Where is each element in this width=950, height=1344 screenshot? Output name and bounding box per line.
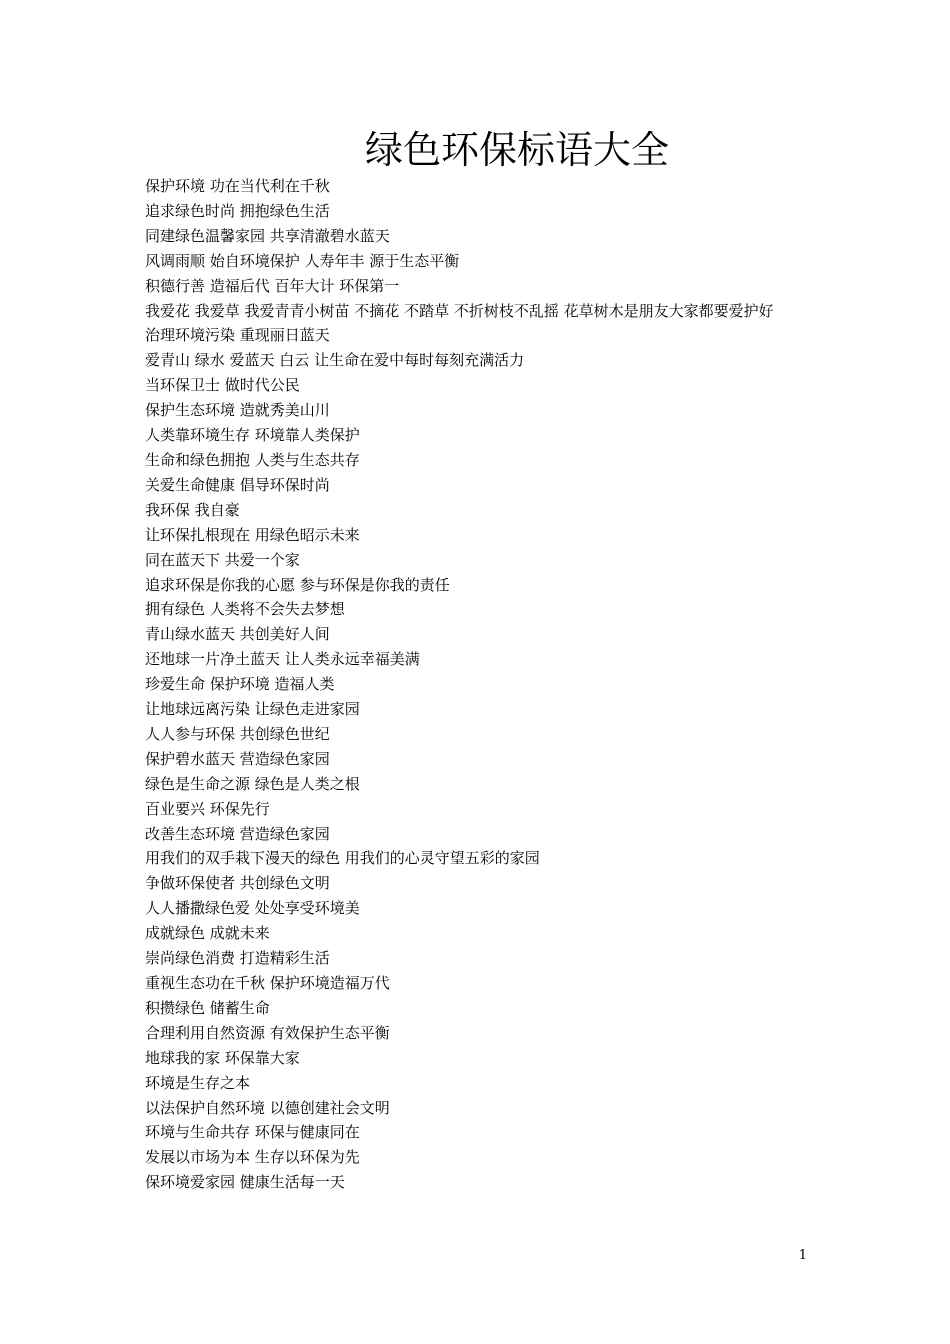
slogan-line: 追求环保是你我的心愿 参与环保是你我的责任 bbox=[145, 575, 450, 594]
page-title: 绿色环保标语大全 bbox=[364, 128, 669, 172]
slogan-line: 环境与生命共存 环保与健康同在 bbox=[145, 1123, 360, 1142]
slogan-line: 风调雨顺 始自环境保护 人寿年丰 源于生态平衡 bbox=[145, 251, 460, 270]
slogan-line: 保护碧水蓝天 营造绿色家园 bbox=[145, 749, 330, 768]
slogan-line: 当环保卫士 做时代公民 bbox=[145, 376, 300, 395]
slogan-line: 保护环境 功在当代利在千秋 bbox=[145, 177, 330, 195]
slogan-line: 人人播撒绿色爱 处处享受环境美 bbox=[145, 899, 360, 918]
slogan-line: 积德行善 造福后代 百年大计 环保第一 bbox=[145, 276, 400, 295]
slogan-line: 人类靠环境生存 环境靠人类保护 bbox=[145, 426, 360, 445]
slogan-line: 关爱生命健康 倡导环保时尚 bbox=[145, 475, 330, 494]
slogan-line: 地球我的家 环保靠大家 bbox=[145, 1048, 300, 1067]
slogan-line: 爱青山 绿水 爱蓝天 白云 让生命在爱中每时每刻充满活力 bbox=[145, 351, 525, 370]
slogan-line: 还地球一片净土蓝天 让人类永远幸福美满 bbox=[145, 650, 420, 669]
slogan-line: 改善生态环境 营造绿色家园 bbox=[145, 824, 330, 843]
slogan-line: 人人参与环保 共创绿色世纪 bbox=[145, 724, 330, 743]
slogan-line: 用我们的双手栽下漫天的绿色 用我们的心灵守望五彩的家园 bbox=[145, 849, 540, 868]
slogan-line: 让地球远离污染 让绿色走进家园 bbox=[145, 700, 360, 719]
slogan-line: 保护生态环境 造就秀美山川 bbox=[145, 401, 330, 420]
slogan-line: 让环保扎根现在 用绿色昭示未来 bbox=[145, 525, 360, 544]
slogan-line: 我环保 我自豪 bbox=[145, 500, 240, 519]
slogan-line: 争做环保使者 共创绿色文明 bbox=[145, 874, 330, 893]
slogan-line: 生命和绿色拥抱 人类与生态共存 bbox=[145, 450, 360, 469]
slogan-line: 青山绿水蓝天 共创美好人间 bbox=[145, 625, 330, 644]
slogan-line: 百业要兴 环保先行 bbox=[145, 799, 270, 818]
slogan-line: 珍爱生命 保护环境 造福人类 bbox=[145, 675, 335, 694]
slogan-line: 治理环境污染 重现丽日蓝天 bbox=[145, 326, 330, 345]
slogan-line: 保环境爱家园 健康生活每一天 bbox=[145, 1173, 345, 1192]
slogan-line: 崇尚绿色消费 打造精彩生活 bbox=[145, 949, 330, 968]
slogan-line: 积攒绿色 储蓄生命 bbox=[145, 998, 270, 1017]
slogan-line: 合理利用自然资源 有效保护生态平衡 bbox=[145, 1023, 390, 1042]
slogan-line: 环境是生存之本 bbox=[145, 1073, 251, 1092]
slogan-line: 绿色是生命之源 绿色是人类之根 bbox=[145, 774, 360, 793]
slogan-line: 以法保护自然环境 以德创建社会文明 bbox=[145, 1098, 390, 1117]
slogan-line: 成就绿色 成就未来 bbox=[145, 924, 270, 943]
slogan-line: 发展以市场为本 生存以环保为先 bbox=[145, 1148, 360, 1167]
slogan-line: 重视生态功在千秋 保护环境造福万代 bbox=[145, 974, 390, 992]
slogan-line: 同建绿色温馨家园 共享清澈碧水蓝天 bbox=[145, 226, 390, 245]
slogan-line: 追求绿色时尚 拥抱绿色生活 bbox=[145, 201, 330, 220]
slogan-line: 同在蓝天下 共爱一个家 bbox=[145, 550, 300, 569]
slogan-list bbox=[145, 174, 813, 1195]
slogan-line: 我爱花 我爱草 我爱青青小树苗 不摘花 不踏草 不折树枝不乱摇 花草树木是朋友大家都要爱护好 bbox=[145, 301, 774, 320]
page-number: 1 bbox=[798, 1248, 807, 1263]
slogan-line: 拥有绿色 人类将不会失去梦想 bbox=[145, 600, 345, 619]
